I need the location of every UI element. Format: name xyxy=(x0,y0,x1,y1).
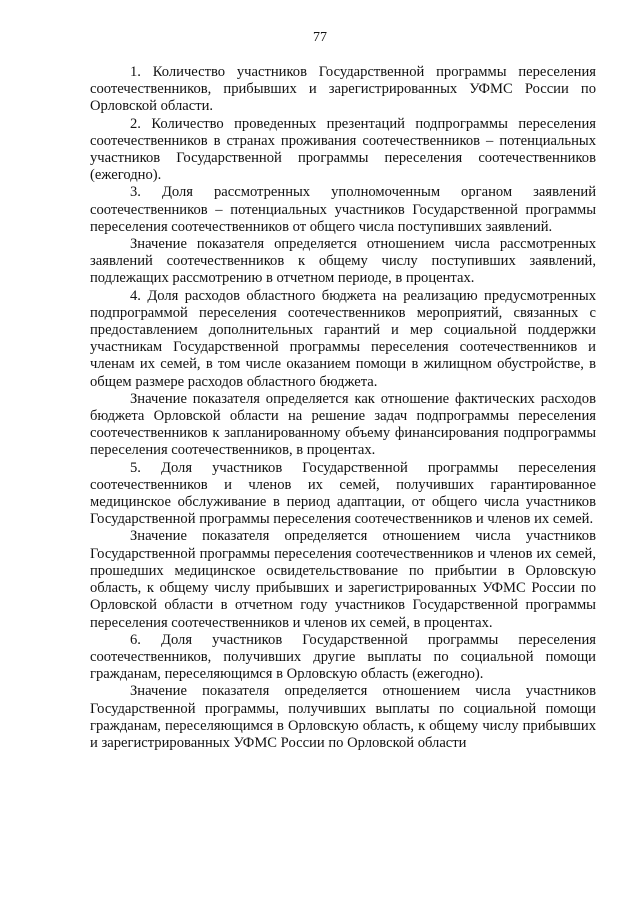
paragraph-indicator-5: 5. Доля участников Государственной программы переселения соотечественников и членов их семей, получивших гарантированное медицинское обслуживание в период адаптации, от общего числа участников Государственной программы переселения соотечественников и членов их семей. xyxy=(90,459,596,528)
paragraph-indicator-1: 1. Количество участников Государственной программы переселения соотечественников, прибывших и зарегистрированных УФМС России по Орловской области. xyxy=(90,64,596,115)
document-body xyxy=(90,64,596,752)
paragraph-indicator-2: 2. Количество проведенных презентаций подпрограммы переселения соотечественников в странах проживания соотечественников – потенциальных участников Государственной программы переселения соотечественников (ежегодно). xyxy=(90,115,596,184)
page-number: 77 xyxy=(313,30,327,45)
paragraph-indicator-6-formula: Значение показателя определяется отношением числа участников Государственной программы, получивших выплаты по социальной помощи гражданам, переселяющимся в Орловскую область, к общему числу прибывших и зарегистрированных УФМС России по Орловской области xyxy=(90,683,596,751)
paragraph-indicator-6: 6. Доля участников Государственной программы переселения соотечественников, получивших другие выплаты по социальной помощи гражданам, переселяющимся в Орловскую область (ежегодно). xyxy=(90,631,596,683)
paragraph-indicator-3-formula: Значение показателя определяется отношением числа рассмотренных заявлений соотечественников к общему числу поступивших заявлений, подлежащих рассмотрению в отчетном периоде, в процентах. xyxy=(90,236,596,287)
paragraph-indicator-4: 4. Доля расходов областного бюджета на реализацию предусмотренных подпрограммой переселения соотечественников мероприятий, связанных с предоставлением дополнительных гарантий и мер социальной поддержки участникам Государственной программы переселения соотечественников и членам их семей, в том числе оказанием помощи в жилищном обустройстве, в общем размере расходов областного бюджета. xyxy=(90,287,596,390)
paragraph-indicator-5-formula: Значение показателя определяется отношением числа участников Государственной программы переселения соотечественников и членов их семей, прошедших медицинское освидетельствование по прибытии в Орловскую область, к общему числу прибывших и зарегистрированных УФМС России по Орловской области в отчетном году участников Государственной программы переселения соотечественников и членов их семей, в процентах. xyxy=(90,528,596,631)
paragraph-indicator-3: 3. Доля рассмотренных уполномоченным органом заявлений соотечественников – потенциальных участников Государственной программы переселения соотечественников от общего числа поступивших заявлений. xyxy=(90,184,596,235)
paragraph-indicator-4-formula: Значение показателя определяется как отношение фактических расходов бюджета Орловской области на решение задач подпрограммы переселения соотечественников к запланированному объему финансирования подпрограммы переселения соотечественников, в процентах. xyxy=(90,390,596,459)
